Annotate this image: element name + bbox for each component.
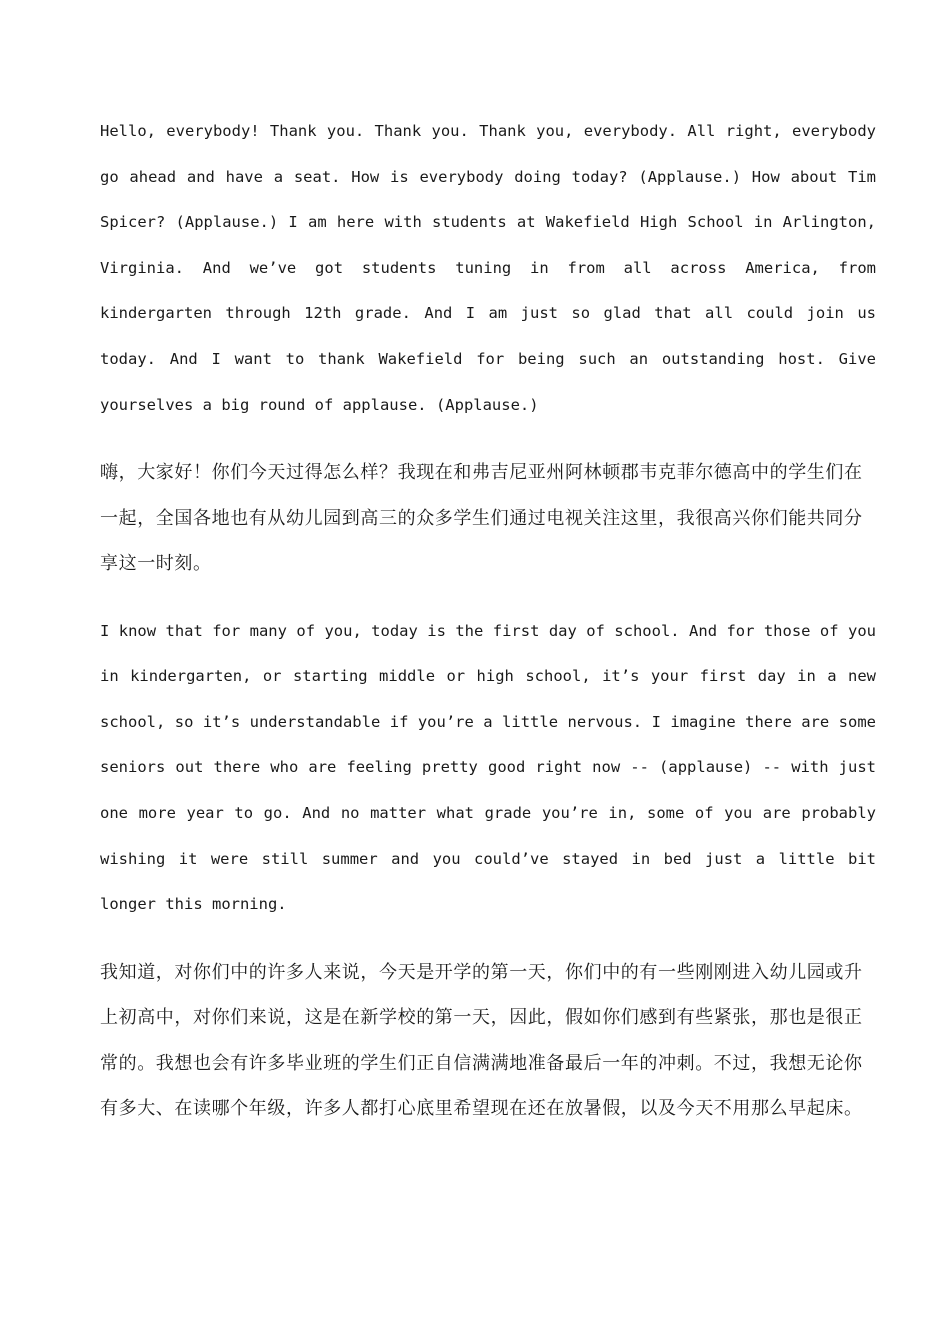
paragraph-english-1: Hello, everybody! Thank you. Thank you. Thank you, everybody. All right, everybody go ahead and have a seat. How is everybody doing today? (Applause.) How about Tim Spicer? (Applause.) I am here with students at Wakefield High School in Arlington, Virginia. And we’ve got students tuning in from all across America, from kindergarten through 12th grade. And I am just so glad that all could join us today. And I want to thank Wakefield for being such an outstanding host. Give yourselves a big round of applause. (Applause.) <box>100 122 876 414</box>
paragraph-chinese-2: 我知道，对你们中的许多人来说，今天是开学的第一天，你们中的有一些刚刚进入幼儿园或升上初高中，对你们来说，这是在新学校的第一天，因此，假如你们感到有些紧张，那也是很正常的。我想也会有许多毕业班的学生们正自信满满地准备最后一年的冲刺。不过，我想无论你有多大、在读哪个年级，许多人都打心底里希望现在还在放暑假，以及今天不用那么早起床。 <box>100 961 863 1120</box>
paragraph-english-2: I know that for many of you, today is the first day of school. And for those of you in kindergarten, or starting middle or high school, it’s your first day in a new school, so it’s understandable if you’re a little nervous. I imagine there are some seniors out there who are feeling pretty good right now -- (applause) -- with just one more year to go. And no matter what grade you’re in, some of you are probably wishing it were still summer and you could’ve stayed in bed just a little bit longer this morning. <box>100 621 876 914</box>
document-body <box>100 109 876 1132</box>
paragraph-chinese-1: 嗨，大家好！你们今天过得怎么样？我现在和弗吉尼亚州阿林顿郡韦克菲尔德高中的学生们在一起，全国各地也有从幼儿园到高三的众多学生们通过电视关注这里，我很高兴你们能共同分享这一时刻。 <box>100 462 863 575</box>
